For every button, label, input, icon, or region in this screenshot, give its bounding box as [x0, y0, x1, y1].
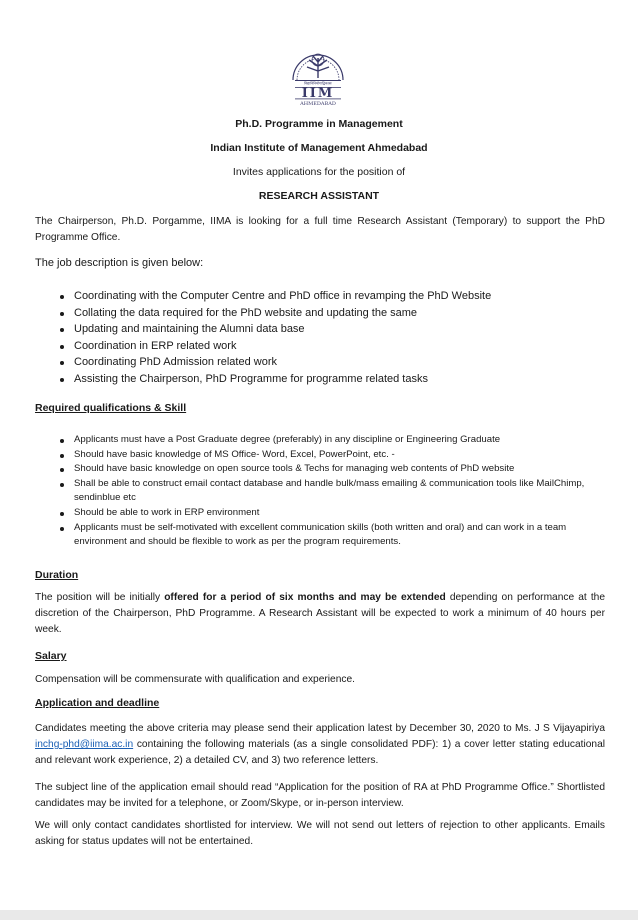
application-text-b: containing the following materials (as a single consolidated PDF): 1) a cover letter stating educational and relevant work experience, 2) a detailed CV, and 3) two reference letters. [35, 739, 605, 766]
list-item: Shall be able to construct email contact database and handle bulk/mass emailing & communication tools like MailChimp, sendinblue etc [60, 477, 605, 506]
iima-logo [283, 40, 353, 108]
email-link[interactable]: inchg-phd@iima.ac.in [35, 739, 134, 750]
list-item: Coordinating PhD Admission related work [60, 354, 605, 371]
list-item: Coordination in ERP related work [60, 338, 605, 355]
programme-title: Ph.D. Programme in Management [235, 118, 403, 130]
application-paragraph [35, 721, 605, 769]
institute-name: Indian Institute of Management Ahmedabad [210, 142, 428, 154]
job-description-list [60, 288, 605, 388]
list-item: Applicants must be self-motivated with excellent communication skills (both written and oral) and can work in a team environment and should be flexible to work as per the program requirements. [60, 521, 605, 550]
list-item: Should have basic knowledge of MS Office- Word, Excel, PowerPoint, etc. - [60, 448, 605, 463]
list-item: Should have basic knowledge on open source tools & Techs for managing web contents of PhD website [60, 462, 605, 477]
tree-emblem-icon [283, 40, 353, 108]
logo-iim-text: IIM [301, 86, 335, 101]
duration-heading: Duration [35, 569, 79, 581]
position-title: RESEARCH ASSISTANT [258, 190, 380, 202]
logo-ahmedabad-text: AHMEDABAD [300, 101, 336, 107]
intro-paragraph: The Chairperson, Ph.D. Porgamme, IIMA is looking for a full time Research Assistant (Temporary) to support the PhD Programme Office. [35, 216, 605, 243]
motto-text: विद्याविनियोगाद्विकासः [304, 81, 332, 86]
application-text-a: Candidates meeting the above criteria may please send their application latest by December 30, 2020 to Ms. J S Vijayapiriya [35, 723, 605, 734]
duration-text-b: depending on performance at the discretion of the Chairperson, PhD Programme. A Research Assistant will be expected to work a minimum of 40 hours per week. [35, 592, 605, 635]
list-item: Assisting the Chairperson, PhD Programme for programme related tasks [60, 371, 605, 388]
page-bottom-edge [0, 910, 638, 920]
job-description-heading: The job description is given below: [35, 257, 204, 269]
qualifications-list [60, 433, 605, 550]
duration-text-bold: offered for a period of six months and may be extended [164, 592, 446, 603]
application-heading: Application and deadline [35, 697, 160, 709]
list-item: Collating the data required for the PhD website and updating the same [60, 305, 605, 322]
list-item: Applicants must have a Post Graduate degree (preferably) in any discipline or Engineering Graduate [60, 433, 605, 448]
salary-paragraph: Compensation will be commensurate with qualification and experience. [35, 674, 355, 685]
list-item: Updating and maintaining the Alumni data base [60, 321, 605, 338]
qualifications-heading: Required qualifications & Skill [35, 402, 187, 414]
salary-heading: Salary [35, 650, 67, 662]
duration-paragraph [35, 590, 605, 638]
subject-line-paragraph: The subject line of the application email should read “Application for the position of RA at PhD Programme Office.” Shortlisted candidates may be invited for a telephone, or Zoom/Skype, or in-person interview. [35, 782, 605, 809]
list-item: Coordinating with the Computer Centre and PhD office in revamping the PhD Website [60, 288, 605, 305]
list-item: Should be able to work in ERP environment [60, 506, 605, 521]
invites-line: Invites applications for the position of [232, 166, 406, 178]
closing-paragraph: We will only contact candidates shortlisted for interview. We will not send out letters of rejection to other applicants. Emails asking for status updates will not be entertained. [35, 820, 605, 847]
duration-text-a: The position will be initially [35, 592, 165, 603]
